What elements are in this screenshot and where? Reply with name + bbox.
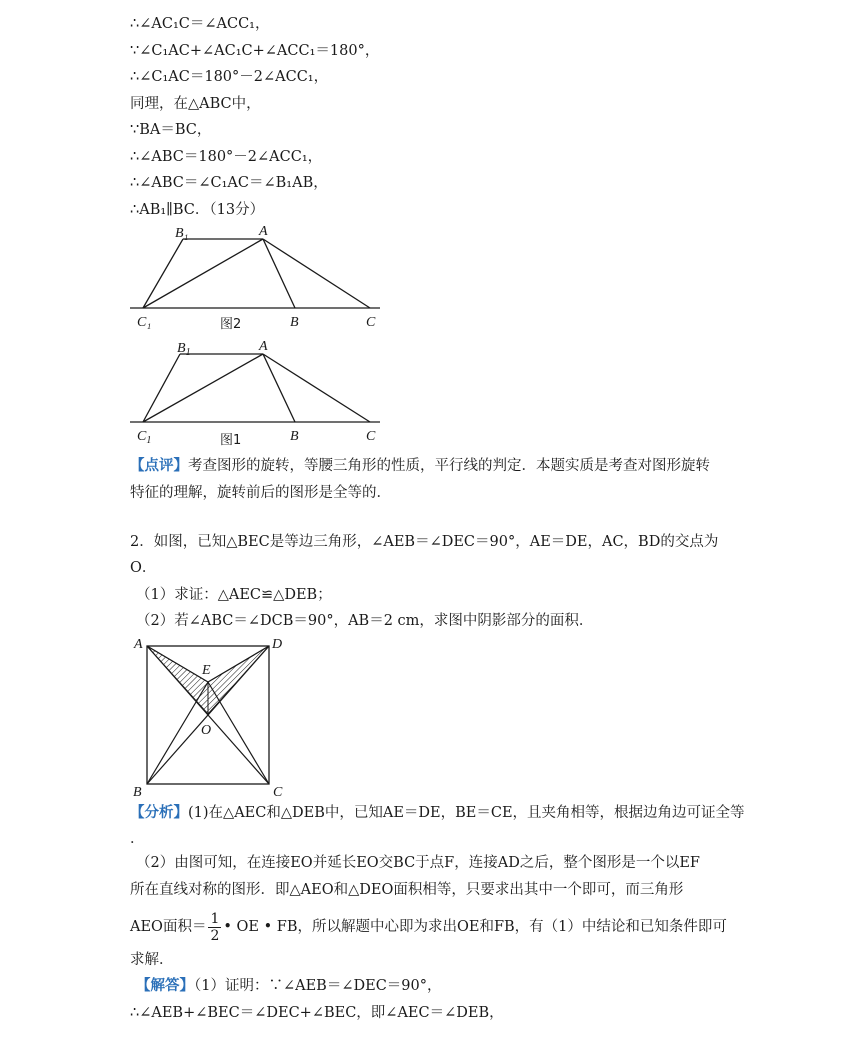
comment-tag: 【点评】 — [130, 457, 188, 474]
analysis-tag: 【分析】 — [130, 804, 188, 821]
fig2-caption: 图2 — [220, 317, 242, 332]
answer-tag: 【解答】 — [136, 977, 194, 994]
analysis-line-5 — [130, 907, 727, 947]
fig1-label-b: B — [290, 429, 299, 444]
fig2-label-c: C — [366, 315, 376, 330]
proof-line-3: ∴∠C₁AC＝180°－2∠ACC₁， — [130, 69, 329, 85]
figure-3 — [128, 632, 298, 802]
comment-text-1: 考查图形的旋转，等腰三角形的性质，平行线的判定．本题实质是考查对图形旋转 — [188, 458, 710, 474]
problem-part-2: （2）若∠ABC＝∠DCB＝90°，AB＝2 cm，求图中阴影部分的面积． — [136, 613, 594, 629]
fig2-label-c1: C₁ — [137, 315, 152, 330]
fig2-label-a: A — [259, 224, 268, 239]
fig1-caption: 图1 — [220, 433, 242, 448]
answer-line-2: ∴∠AEB+∠BEC＝∠DEC+∠BEC，即∠AEC＝∠DEB， — [130, 1005, 504, 1021]
proof-line-1: ∴∠AC₁C＝∠ACC₁， — [130, 16, 270, 32]
fig1-label-c: C — [366, 429, 376, 444]
fig2-label-b1: B₁ — [175, 226, 189, 241]
proof-line-7: ∴∠ABC＝∠C₁AC＝∠B₁AB， — [130, 175, 328, 191]
comment-line-2: 特征的理解，旋转前后的图形是全等的． — [130, 485, 391, 501]
proof-line-2: ∵∠C₁AC+∠AC₁C+∠ACC₁＝180°， — [130, 43, 380, 59]
analysis-line-4: 所在直线对称的图形．即△AEO和△DEO面积相等，只要求出其中一个即可，而三角形 — [130, 882, 684, 898]
proof-line-5: ∵BA＝BC， — [130, 122, 212, 138]
fig3-label-e: E — [202, 663, 211, 678]
fig2-label-b: B — [290, 315, 299, 330]
analysis-text-5a: AEO面积＝ — [130, 919, 207, 935]
comment-line-1 — [130, 456, 710, 476]
fraction-half: $\frac{1}{2}$ — [210, 910, 220, 944]
fig3-label-b: B — [133, 785, 142, 800]
fig3-label-o: O — [201, 723, 212, 738]
answer-line-1 — [136, 976, 442, 996]
analysis-text-1: (1)在△AEC和△DEB中，已知AE＝DE，BE＝CE，且夹角相等，根据边角边可证全等 — [188, 805, 745, 821]
figure-1 — [125, 338, 395, 453]
analysis-line-1 — [130, 803, 745, 823]
analysis-text-5b: • OE • FB，所以解题中心即为求出OE和FB，有（1）中结论和已知条件即可 — [223, 919, 727, 935]
fig3-label-c: C — [273, 785, 283, 800]
fig3-label-d: D — [272, 637, 283, 652]
fig1-label-b1: $B_1$ — [177, 341, 191, 358]
problem-line-2: O． — [130, 560, 157, 576]
proof-line-4: 同理，在△ABC中， — [130, 96, 261, 112]
fig1-label-a: A — [259, 339, 268, 354]
proof-line-8: ∴AB₁∥BC．（13分） — [130, 202, 265, 218]
problem-line-1: 2．如图，已知△BEC是等边三角形，∠AEB＝∠DEC＝90°，AE＝DE，AC，BD的交点为 — [130, 534, 719, 550]
answer-text-1: （1）证明：∵∠AEB＝∠DEC＝90°， — [194, 978, 442, 994]
proof-line-6: ∴∠ABC＝180°－2∠ACC₁， — [130, 149, 323, 165]
analysis-line-2: ． — [130, 831, 145, 847]
analysis-line-6: 求解． — [130, 952, 174, 968]
figure-2 — [125, 222, 395, 337]
analysis-line-3: （2）由图可知，在连接EO并延长EO交BC于点F，连接AD之后，整个图形是一个以EF — [136, 855, 700, 871]
fig1-label-c1: $C_1$ — [137, 429, 152, 446]
problem-part-1: （1）求证：△AEC≌△DEB； — [136, 587, 332, 603]
fig3-label-a: A — [134, 637, 143, 652]
